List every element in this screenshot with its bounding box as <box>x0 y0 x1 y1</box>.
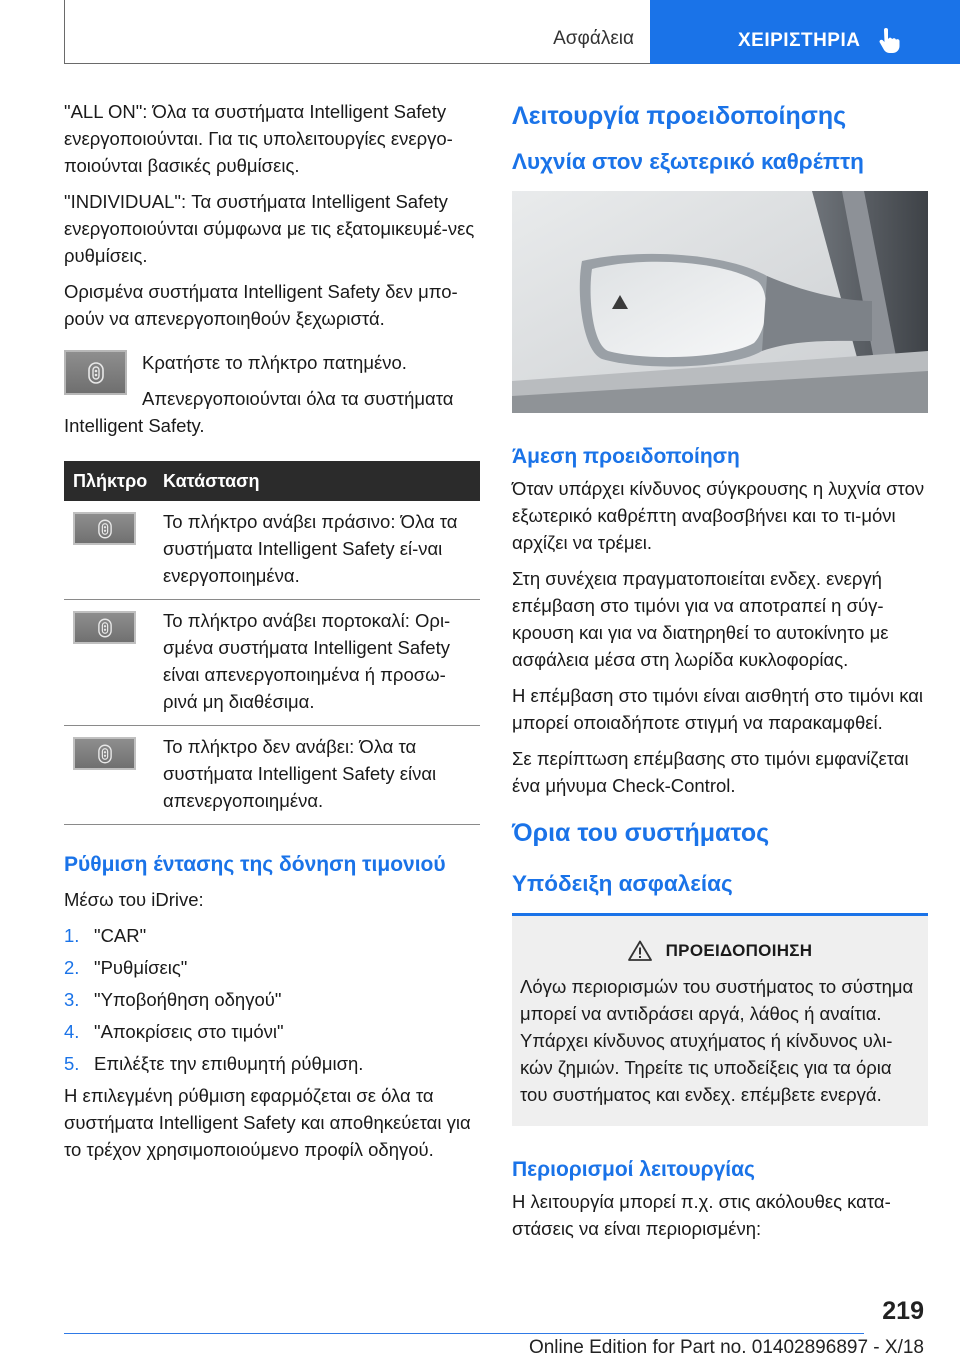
list-item: 3. "Υποβοήθηση οδηγού" <box>64 989 282 1010</box>
list-item: 1. "CAR" <box>64 925 147 946</box>
list-item: 2. "Ρυθμίσεις" <box>64 957 188 978</box>
direct-paragraph-3: Η επέμβαση στο τιμόνι είναι αισθητή στο τιμόνι και μπορεί οποιαδήποτε στιγμή να παρακαμφθεί. <box>512 685 924 733</box>
paragraph-individual: "INDIVIDUAL": Τα συστήματα Intelligent Safety ενεργοποιούνται σύμφωνα με τις εξατομικευμέ-νες ρυθμίσεις. <box>64 191 475 266</box>
warning-triangle-icon <box>628 940 652 961</box>
table-header-status: Κατάσταση <box>157 461 480 501</box>
chapter-tab[interactable] <box>650 0 960 64</box>
page-title: Λειτουργία προειδοποίησης <box>512 102 847 130</box>
left-column <box>64 98 480 1172</box>
list-item: 4. "Αποκρίσεις στο τιμόνι" <box>64 1021 284 1042</box>
mirror-light-heading: Λυχνία στον εξωτερικό καθρέπτη <box>512 149 864 174</box>
press-hold-text: Κρατήστε το πλήκτρο πατημένο. <box>142 352 407 373</box>
restrictions-text: Η λειτουργία μπορεί π.χ. στις ακόλουθες κατα-στάσεις να είναι περιορισμένη: <box>512 1191 891 1239</box>
direct-paragraph-1: Όταν υπάρχει κίνδυνος σύγκρουσης η λυχνία στον εξωτερικό καθρέπτη αναβοσβήνει και το τι-μόνι αρχίζει να τρέμει. <box>512 478 925 553</box>
warning-text: Λόγω περιορισμών του συστήματος το σύστημα μπορεί να αντιδράσει αργά, λάθος ή αναίτια. Υπάρχει κίνδυνος ατυχήματος ή κίνδυνος υλι-κών ζημιών. Τηρείτε τις υποδείξεις για τα όρια του συστήματος και ενδεχ. επέμβετε ενεργά. <box>520 976 914 1105</box>
paragraph-cannot-deactivate: Ορισμένα συστήματα Intelligent Safety δεν μπο-ρούν να απενεργοποιηθούν ξεχωριστά. <box>64 281 458 329</box>
right-column <box>512 100 928 1251</box>
vibration-heading: Ρύθμιση έντασης της δόνηση τιμονιού <box>64 853 446 876</box>
direct-paragraph-2: Στη συνέχεια πραγματοποιείται ενδεχ. ενεργή επέμβαση στο τιμόνι για να αποτραπεί η σύγ-κρουση και για να διατηρηθεί το αυτοκίνητο με ασφάλεια μέσα στη λωρίδα κυκλοφορίας. <box>512 568 889 670</box>
table-row <box>64 600 480 726</box>
intelligent-safety-key-icon <box>64 350 127 395</box>
vibration-outro: Η επιλεγμένη ρύθμιση εφαρμόζεται σε όλα τα συστήματα Intelligent Safety και αποθηκεύεται για το τρέχον χρησιμοποιούμενο προφίλ οδηγού. <box>64 1085 471 1160</box>
warning-box <box>512 913 928 1126</box>
list-item: 5. Επιλέξτε την επιθυμητή ρύθμιση. <box>64 1053 364 1074</box>
status-orange-text: Το πλήκτρο ανάβει πορτοκαλί: Ορι-σμένα συστήματα Intelligent Safety είναι απενεργοποιημένα ή προσω-ρινά μη διαθέσιμα. <box>157 600 480 726</box>
status-green-text: Το πλήκτρο ανάβει πράσινο: Όλα τα συστήματα Intelligent Safety εί-ναι ενεργοποιημένα. <box>157 501 480 600</box>
warning-title: ΠΡΟΕΙΔΟΠΟΙΗΣΗ <box>665 940 813 960</box>
table-row <box>64 726 480 825</box>
deactivate-text: Απενεργοποιούνται όλα τα συστήματα Intelligent Safety. <box>64 388 454 436</box>
restrictions-heading: Περιορισμοί λειτουργίας <box>512 1158 755 1181</box>
safety-note-heading: Υπόδειξη ασφαλείας <box>512 871 733 896</box>
paragraph-all-on: "ALL ON": Όλα τα συστήματα Intelligent Safety ενεργοποιούνται. Για τις υπολειτουργίες ενεργο-ποιούνται βασικές ρυθμίσεις. <box>64 101 453 176</box>
direct-warning-heading: Άμεση προειδοποίηση <box>512 445 740 468</box>
direct-paragraph-4: Σε περίπτωση επέμβασης στο τιμόνι εμφανίζεται ένα μήνυμα Check-Control. <box>512 748 909 796</box>
status-off-text: Το πλήκτρο δεν ανάβει: Όλα τα συστήματα Intelligent Safety είναι απενεργοποιημένα. <box>157 726 480 825</box>
key-off-icon <box>73 737 136 770</box>
status-table <box>64 461 480 825</box>
key-green-icon <box>73 512 136 545</box>
page-number: 219 <box>882 1297 924 1325</box>
system-limits-heading: Όρια του συστήματος <box>512 819 770 847</box>
idrive-intro: Μέσω του iDrive: <box>64 889 204 910</box>
pointing-hand-icon <box>878 28 900 54</box>
step-list <box>64 922 480 1077</box>
footer-divider <box>64 1333 864 1334</box>
chapter-tab-label: ΧΕΙΡΙΣΤΗΡΙΑ <box>738 30 861 51</box>
key-instruction <box>64 349 480 439</box>
section-title: Ασφάλεια <box>553 28 634 49</box>
table-header-key: Πλήκτρο <box>64 461 157 501</box>
edition-footer: Online Edition for Part no. 01402896897 - X/18 <box>528 1337 924 1358</box>
side-mirror-photo <box>512 191 928 413</box>
table-row <box>64 501 480 600</box>
key-orange-icon <box>73 611 136 644</box>
